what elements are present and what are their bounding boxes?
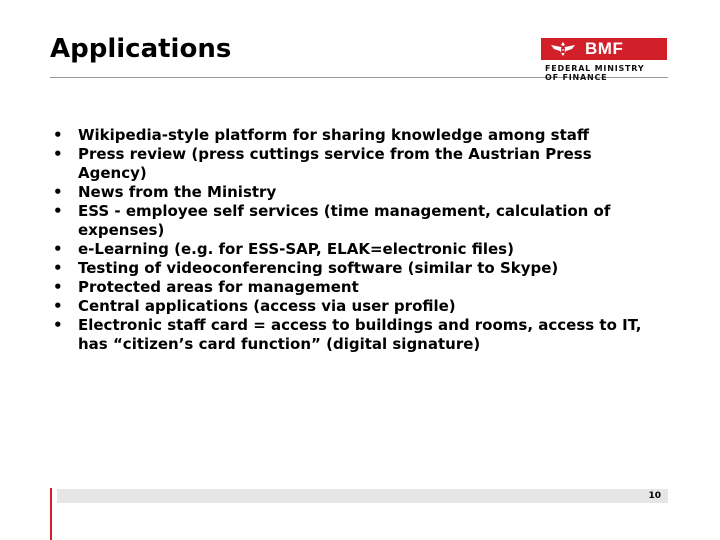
bmf-logo — [541, 38, 667, 82]
logo-wordmark: BMF — [585, 39, 624, 58]
list-item: • ESS - employee self services (time management, calculation of expenses) — [53, 202, 663, 240]
page-number: 10 — [648, 491, 661, 501]
list-item: • Press review (press cuttings service from the Austrian Press Agency) — [53, 145, 663, 183]
logo-subtitle — [541, 64, 667, 82]
logo-subtitle-line1: FEDERAL MINISTRY — [545, 64, 645, 73]
list-item: • e-Learning (e.g. for ESS-SAP, ELAK=electronic files) — [53, 240, 663, 259]
list-item: • Central applications (access via user profile) — [53, 297, 663, 316]
page-title: Applications — [50, 34, 232, 64]
list-item: • Electronic staff card = access to buildings and rooms, access to IT, has “citizen’s card function” (digital signature) — [53, 316, 663, 354]
list-item: • Protected areas for management — [53, 278, 663, 297]
footer-accent-line — [50, 488, 52, 540]
logo-bar — [541, 38, 667, 60]
footer-bar — [57, 489, 668, 503]
list-item: • Wikipedia-style platform for sharing knowledge among staff — [53, 126, 663, 145]
bullet-list — [53, 126, 663, 354]
logo-subtitle-line2: OF FINANCE — [545, 73, 608, 82]
list-item: • Testing of videoconferencing software (similar to Skype) — [53, 259, 663, 278]
list-item: • News from the Ministry — [53, 183, 663, 202]
eagle-emblem-icon — [550, 41, 576, 57]
